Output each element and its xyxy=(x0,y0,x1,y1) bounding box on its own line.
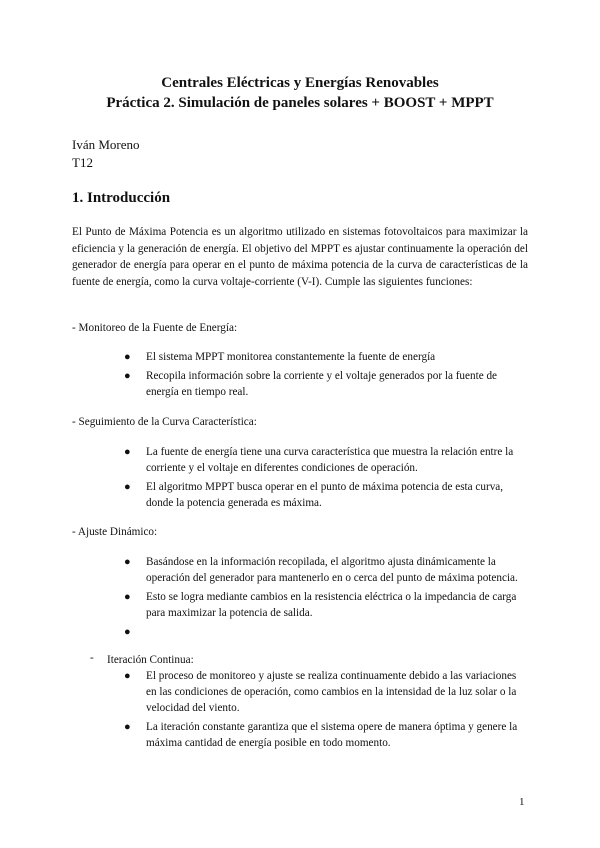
list-item: ● El algoritmo MPPT busca operar en el punto de máxima potencia de esta curva, donde la potencia generada es máxima. xyxy=(124,481,504,509)
bullet-icon: ● xyxy=(124,370,131,382)
dash-marker: - xyxy=(90,652,94,664)
bullet-icon: ● xyxy=(124,556,131,568)
page-number: 1 xyxy=(519,796,525,808)
author-name: Iván Moreno xyxy=(72,137,140,152)
bullet-icon: ● xyxy=(124,591,131,603)
function-label-seguimiento: - Seguimiento de la Curva Característica: xyxy=(72,416,257,428)
section-heading: 1. Introducción xyxy=(72,190,171,206)
list-item: ● Recopila información sobre la corriente y el voltaje generados por la fuente de energía en tiempo real. xyxy=(124,370,498,398)
bullet-icon: ● xyxy=(124,351,131,363)
list-item: ● Basándose en la información recopilada, el algoritmo ajusta dinámicamente la operación del generador para mantenerlo en o cerca del punto de máxima potencia. xyxy=(124,556,518,584)
list-item: ● El proceso de monitoreo y ajuste se realiza continuamente debido a las variaciones en las condiciones de operación, como cambios en la intensidad de la luz solar o la velocidad del viento. xyxy=(124,670,517,714)
intro-paragraph: El Punto de Máxima Potencia es un algoritmo utilizado en sistemas fotovoltaicos para maximizar la eficiencia y la generación de energía. El objetivo del MPPT es ajustar continuamente la operación del generador de energía para operar en el punto de máxima potencia de la curva de características de la fuente de energía, como la curva voltaje-corriente (V-I). Cumple las siguientes funciones: xyxy=(72,226,528,288)
bullet-list-iteracion xyxy=(124,668,528,754)
bullet-icon: ● xyxy=(124,446,131,458)
list-item: ● Esto se logra mediante cambios en la resistencia eléctrica o la impedancia de carga para maximizar la potencia de salida. xyxy=(124,591,517,619)
function-label-ajuste: - Ajuste Dinámico: xyxy=(72,526,158,538)
bullet-icon: ● xyxy=(124,670,131,682)
list-item: ● La iteración constante garantiza que el sistema opere de manera óptima y genere la máxima cantidad de energía posible en todo momento. xyxy=(124,721,518,749)
function-label-monitoreo: - Monitoreo de la Fuente de Energía: xyxy=(72,322,238,334)
bullet-icon: ● xyxy=(124,626,131,638)
bullet-icon: ● xyxy=(124,481,131,493)
list-item: ● El sistema MPPT monitorea constantemente la fuente de energía xyxy=(124,351,436,363)
list-item xyxy=(124,624,528,640)
bullet-icon: ● xyxy=(124,721,131,733)
bullet-list-monitoreo xyxy=(124,349,528,403)
course-title: Centrales Eléctricas y Energías Renovables xyxy=(161,75,439,91)
bullet-list-ajuste xyxy=(124,554,528,643)
function-label-iteracion: Iteración Continua: xyxy=(107,654,194,666)
bullet-list-seguimiento xyxy=(124,444,528,514)
practice-title: Práctica 2. Simulación de paneles solares + BOOST + MPPT xyxy=(106,95,494,111)
list-item: ● La fuente de energía tiene una curva característica que muestra la relación entre la corriente y el voltaje en diferentes condiciones de operación. xyxy=(124,446,514,474)
author-group: T12 xyxy=(72,155,93,170)
